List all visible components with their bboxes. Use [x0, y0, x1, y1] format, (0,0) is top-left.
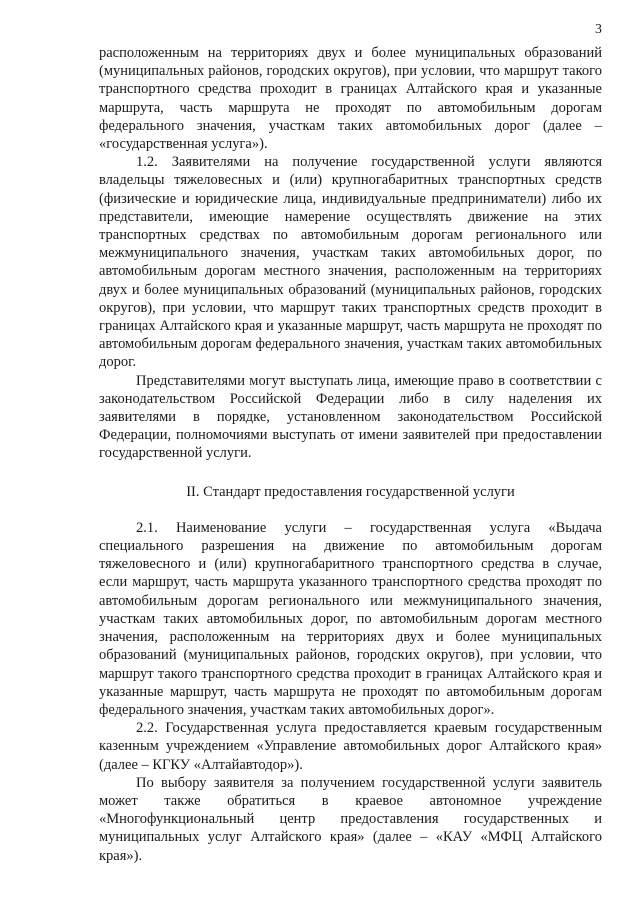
document-body — [99, 44, 602, 865]
paragraph-2-2-provider: 2.2. Государственная услуга предоставляется краевым государственным казенным учреждением «Управление автомобильных дорог Алтайского края» (далее – КГКУ «Алтайавтодор»). — [99, 720, 602, 773]
page-number: 3 — [595, 22, 602, 37]
paragraph-mfc-option: По выбору заявителя за получением государственной услуги заявитель может также обратиться в краевое автономное учреждение «Многофункциональный центр предоставления государственных и муниципальных услуг Алтайского края» (далее – «КАУ «МФЦ Алтайского края»). — [99, 774, 602, 864]
paragraph-2-1-service-name: 2.1. Наименование услуги – государственная услуга «Выдача специального разрешения на движение по автомобильным дорогам тяжеловесного и (или) крупногабаритного транспортного средства в случае, если маршрут, часть маршрута указанного транспортного средства проходят по автомобильным дорогам регионального или межмуниципального значения, участкам таких автомобильных дорог, по автомобильным дорогам местного значения, расположенным на территориях двух и более муниципальных образований (муниципальных районов, городских округов), при условии, что маршрут такого транспортного средства проходит в границах Алтайского края и указанные маршрут, часть маршрута не проходят по автомобильным дорогам федерального значения, участкам таких автомобильных дорог». — [99, 519, 602, 718]
paragraph-representatives: Представителями могут выступать лица, имеющие право в соответствии с законодательством Российской Федерации либо в силу наделения их заявителями в порядке, установленном законодательством Российской Федерации, полномочиями выступать от имени заявителей при предоставлении государственной услуги. — [99, 372, 602, 462]
paragraph-service-definition-continued: расположенным на территориях двух и более муниципальных образований (муниципальных районов, городских округов), при условии, что маршрут такого транспортного средства проходит в границах Алтайского края и указанные маршрута, часть маршрута не проходят по автомобильным дорогам федерального значения, участкам таких автомобильных дорог (далее – «государственная услуга»). — [99, 45, 602, 153]
paragraph-1-2-applicants: 1.2. Заявителями на получение государственной услуги являются владельцы тяжеловесных и (или) крупногабаритных транспортных средств (физические и юридические лица, индивидуальные предприниматели) либо их представители, имеющие намерение осуществлять движение на этих транспортных средствах по автомобильным дорогам регионального или межмуниципального значения, участкам таких автомобильных дорог, по автомобильным дорогам местного значения, расположенным на территориях двух и более муниципальных образований (муниципальных районов, городских округов), при условии, что маршрут таких транспортных средств проходит в границах Алтайского края и указанные маршрут, часть маршрута не проходят по автомобильным дорогам федерального значения, участкам таких автомобильных дорог. — [99, 154, 602, 371]
section-heading: II. Стандарт предоставления государственной услуги — [186, 483, 515, 500]
